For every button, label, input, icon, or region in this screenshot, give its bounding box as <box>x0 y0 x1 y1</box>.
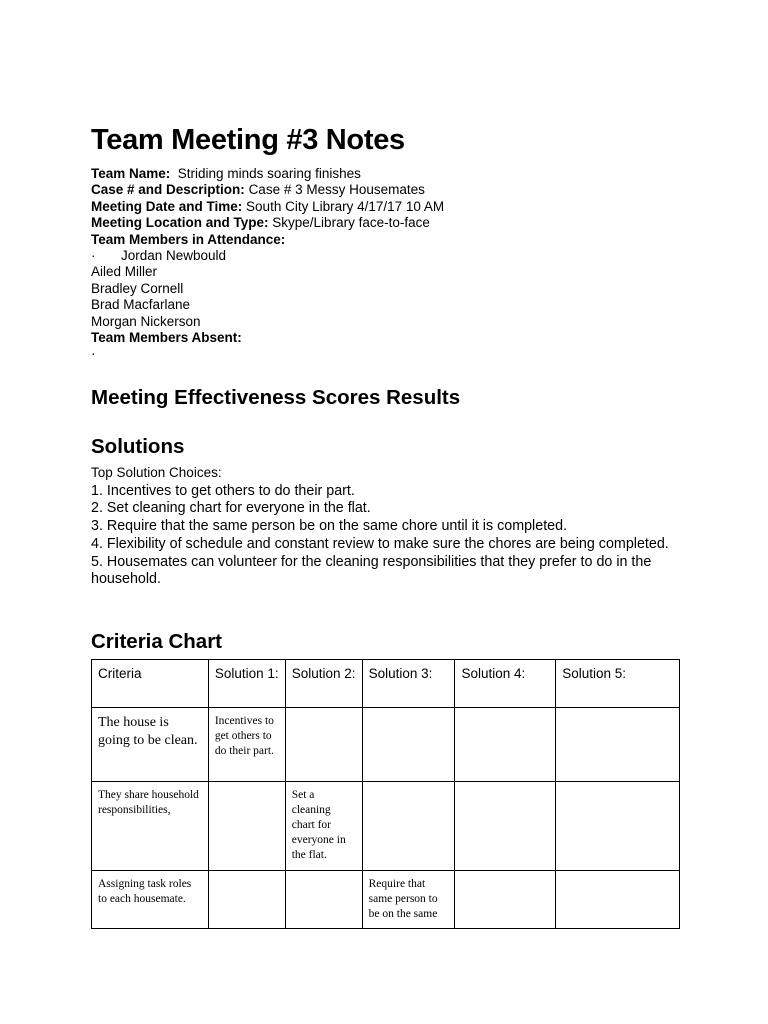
solutions-intro: Top Solution Choices: <box>91 465 222 480</box>
table-cell: The house is going to be clean. <box>92 708 209 782</box>
criteria-table <box>91 659 680 929</box>
table-row <box>92 782 680 871</box>
table-cell <box>362 708 455 782</box>
location-label: Meeting Location and Type: <box>91 215 269 231</box>
team-name-label: Team Name: <box>91 166 171 181</box>
attendee-item: Morgan Nickerson <box>91 313 201 329</box>
absent-bullet-icon: · <box>91 346 96 362</box>
header-cell: Solution 1: <box>208 660 285 708</box>
header-cell: Criteria <box>92 660 209 708</box>
team-name-row <box>91 166 444 182</box>
page-title: Team Meeting #3 Notes <box>91 124 405 156</box>
solutions-list <box>91 464 681 589</box>
team-name-value: Striding minds soaring finishes <box>177 166 361 181</box>
attendee-name: Jordan Newbould <box>121 248 227 264</box>
table-cell <box>455 871 556 929</box>
absent-row <box>91 330 444 346</box>
table-cell: Set a cleaning chart for everyone in the flat. <box>285 782 362 871</box>
date-row <box>91 199 444 215</box>
table-cell <box>556 708 680 782</box>
table-cell <box>208 782 285 871</box>
table-cell: They share household responsibilities, <box>92 782 209 871</box>
table-cell <box>556 871 680 929</box>
case-value: Case # 3 Messy Housemates <box>248 182 425 198</box>
solution-item: 4. Flexibility of schedule and constant review to make sure the chores are being completed. <box>91 535 669 552</box>
attendee-item: Ailed Miller <box>91 264 158 280</box>
solution-item: 2. Set cleaning chart for everyone in the flat. <box>91 500 371 517</box>
table-cell: Require that same person to be on the same <box>362 871 455 929</box>
header-cell: Solution 3: <box>362 660 455 708</box>
table-cell <box>455 782 556 871</box>
attendance-row <box>91 232 444 248</box>
attendee-item: Bradley Cornell <box>91 280 184 296</box>
solution-item: 5. Housemates can volunteer for the cleaning responsibilities that they prefer to do in the household. <box>91 553 652 588</box>
location-row <box>91 215 444 231</box>
table-cell <box>362 782 455 871</box>
location-value: Skype/Library face-to-face <box>272 215 430 231</box>
header-cell: Solution 5: <box>556 660 680 708</box>
table-cell <box>208 871 285 929</box>
header-cell: Solution 4: <box>455 660 556 708</box>
solutions-heading: Solutions <box>91 435 185 458</box>
case-label: Case # and Description: <box>91 182 245 198</box>
date-label: Meeting Date and Time: <box>91 198 243 214</box>
solution-item: 1. Incentives to get others to do their part. <box>91 482 355 499</box>
meeting-info <box>91 166 444 363</box>
date-value: South City Library 4/17/17 10 AM <box>246 198 445 214</box>
bullet-icon: · <box>91 248 96 264</box>
solution-item: 3. Require that the same person be on the same chore until it is completed. <box>91 518 568 535</box>
table-cell: Assigning task roles to each housemate. <box>92 871 209 929</box>
attendee-item: Brad Macfarlane <box>91 297 191 313</box>
attendee-item <box>91 248 444 264</box>
table-cell <box>556 782 680 871</box>
table-cell <box>285 708 362 782</box>
table-row <box>92 708 680 782</box>
case-row <box>91 182 444 198</box>
criteria-heading: Criteria Chart <box>91 630 223 653</box>
absent-label: Team Members Absent: <box>91 330 242 346</box>
attendance-label: Team Members in Attendance: <box>91 231 286 247</box>
table-row <box>92 871 680 929</box>
table-cell: Incentives to get others to do their part. <box>208 708 285 782</box>
effectiveness-heading: Meeting Effectiveness Scores Results <box>91 386 461 409</box>
table-header-row <box>92 660 680 708</box>
table-cell <box>455 708 556 782</box>
table-cell <box>285 871 362 929</box>
header-cell: Solution 2: <box>285 660 362 708</box>
